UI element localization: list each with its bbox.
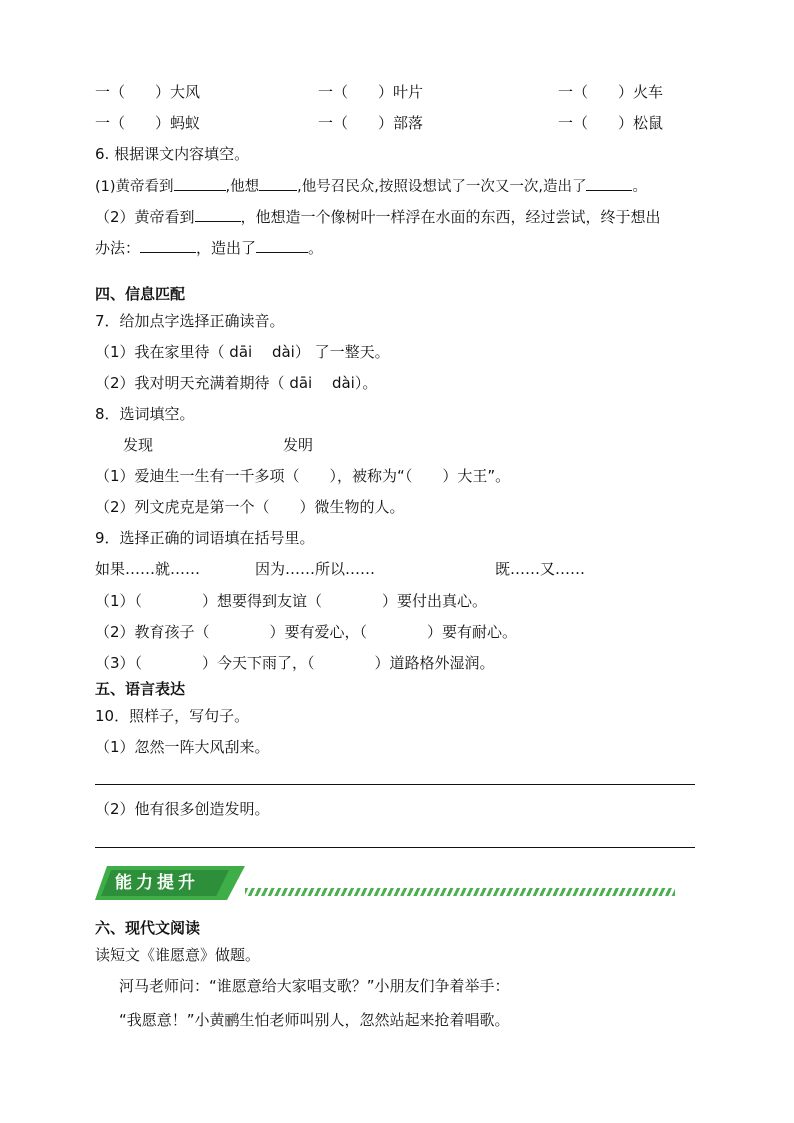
reading-paragraph-2: “我愿意！”小黄鹂生怕老师叫别人，忽然站起来抢着唱歌。 (119, 1011, 510, 1029)
question-9-line-1: （1）（ ）想要得到友谊（ ）要付出真心。 (95, 592, 488, 610)
q6-text: 办法： (95, 239, 141, 257)
answer-blank[interactable] (256, 238, 308, 253)
ability-banner (95, 866, 680, 900)
question-9-title: 9．选择正确的词语填在括号里。 (95, 529, 315, 547)
question-9-line-2: （2）教育孩子（ ）要有爱心，（ ）要有耐心。 (95, 623, 518, 641)
answer-blank[interactable] (174, 176, 226, 191)
q6-text: 。 (632, 179, 647, 195)
conjunction-option: 因为……所以…… (255, 560, 376, 578)
reading-intro: 读短文《谁愿意》做题。 (95, 946, 261, 964)
q6-text: (1)黄帝看到 (95, 179, 174, 195)
question-8-line-2: （2）列文虎克是第一个（ ）微生物的人。 (95, 498, 405, 516)
conjunction-option: 如果……就…… (95, 560, 201, 578)
question-9-line-3: （3）（ ）今天下雨了，（ ）道路格外湿润。 (95, 654, 495, 672)
answer-blank[interactable] (586, 176, 632, 191)
q5-item: 一（ ）火车 (558, 83, 664, 101)
banner-stripes (245, 888, 675, 896)
answer-blank[interactable] (259, 176, 297, 191)
question-10-title: 10．照样子，写句子。 (95, 707, 250, 725)
q6-text: ,他想 (225, 179, 260, 195)
q5-item: 一（ ）大风 (95, 83, 201, 101)
q6-text: （2）黄帝看到 (95, 208, 195, 226)
word-option: 发明 (283, 436, 314, 454)
q6-text: ,他号召民众,按照设想试了一次又一次,造出了 (297, 179, 587, 195)
question-7-line-1: （1）我在家里待（ dāi dài） 了一整天。 (95, 343, 390, 361)
question-8-title: 8．选词填空。 (95, 405, 195, 423)
banner-label: 能力提升 (115, 873, 199, 893)
q6-text: 。 (308, 239, 324, 257)
section-4-heading: 四、信息匹配 (95, 285, 186, 303)
word-option: 发现 (123, 436, 154, 454)
question-6-line-3 (95, 238, 323, 258)
q5-item: 一（ ）叶片 (318, 83, 424, 101)
q5-item: 一（ ）蚂蚁 (95, 114, 201, 132)
q6-text: ，造出了 (196, 239, 257, 257)
question-6-line-2 (95, 207, 661, 227)
section-5-heading: 五、语言表达 (95, 680, 186, 698)
question-6-title: 6. 根据课文内容填空。 (95, 145, 250, 163)
q6-text: ，他想造一个像树叶一样浮在水面的东西，经过尝试，终于想出 (240, 208, 661, 226)
answer-blank[interactable] (195, 207, 241, 222)
question-7-line-2: （2）我对明天充满着期待（ dāi dài）。 (95, 374, 378, 392)
q5-item: 一（ ）部落 (318, 114, 424, 132)
answer-line[interactable] (95, 847, 695, 848)
section-6-heading: 六、现代文阅读 (95, 919, 201, 937)
question-8-line-1: （1）爱迪生一生有一千多项（ ），被称为“（ ）大王”。 (95, 467, 511, 485)
conjunction-option: 既……又…… (495, 560, 586, 578)
question-10-line-1: （1）忽然一阵大风刮来。 (95, 738, 270, 756)
q5-item: 一（ ）松鼠 (558, 114, 664, 132)
question-7-title: 7．给加点字选择正确读音。 (95, 312, 285, 330)
answer-line[interactable] (95, 784, 695, 785)
reading-paragraph-1: 河马老师问：“谁愿意给大家唱支歌？”小朋友们争着举手： (119, 977, 510, 995)
question-6-line-1 (95, 176, 647, 197)
question-10-line-2: （2）他有很多创造发明。 (95, 800, 270, 818)
answer-blank[interactable] (140, 238, 196, 253)
